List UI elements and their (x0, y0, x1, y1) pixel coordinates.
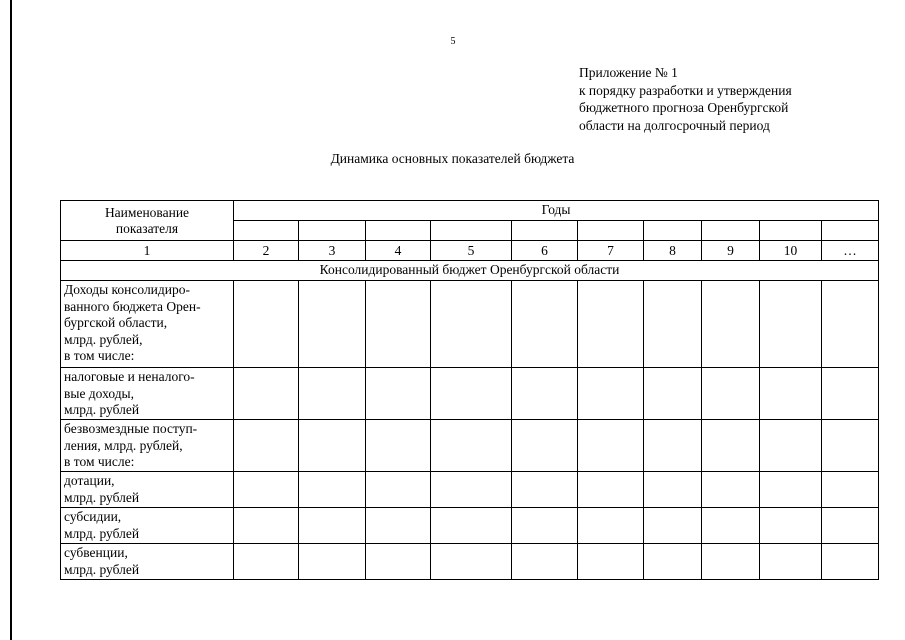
value-cell (822, 281, 879, 368)
value-cell (431, 472, 512, 508)
appendix-note (579, 64, 879, 134)
value-cell (822, 472, 879, 508)
page-number: 5 (450, 36, 456, 47)
indicator-line: млрд. рублей (64, 525, 140, 541)
value-cell (299, 472, 366, 508)
value-cell (299, 544, 366, 580)
year-cell (760, 221, 822, 241)
value-cell (644, 544, 702, 580)
value-cell (644, 368, 702, 420)
value-cell (644, 281, 702, 368)
value-cell (760, 420, 822, 472)
column-number: 5 (431, 241, 512, 261)
appendix-line: области на долгосрочный период (579, 117, 770, 133)
value-cell (512, 368, 578, 420)
value-cell (234, 420, 299, 472)
value-cell (760, 544, 822, 580)
indicator-line: субсидии, (64, 509, 122, 524)
value-cell (431, 368, 512, 420)
section-title: Консолидированный бюджет Оренбургской области (61, 261, 879, 281)
value-cell (578, 508, 644, 544)
value-cell (822, 420, 879, 472)
indicator-line: млрд. рублей (64, 402, 140, 417)
indicator-cell (61, 281, 234, 368)
indicator-line: бургской области, (64, 315, 168, 330)
value-cell (578, 544, 644, 580)
value-cell (578, 472, 644, 508)
column-number: 9 (702, 241, 760, 261)
indicator-line: вые доходы, (64, 385, 135, 401)
indicator-line: млрд. рублей, (64, 331, 143, 347)
value-cell (299, 508, 366, 544)
appendix-line: Приложение № 1 (579, 65, 678, 80)
value-cell (578, 368, 644, 420)
value-cell (299, 420, 366, 472)
year-cell (822, 221, 879, 241)
value-cell (702, 420, 760, 472)
value-cell (512, 420, 578, 472)
value-cell (702, 508, 760, 544)
header-line: показателя (115, 220, 179, 236)
year-cell (234, 221, 299, 241)
indicator-line: ванного бюджета Орен- (64, 298, 201, 314)
value-cell (512, 281, 578, 368)
value-cell (234, 368, 299, 420)
column-number: 4 (366, 241, 431, 261)
value-cell (578, 281, 644, 368)
indicator-cell (61, 420, 234, 472)
indicator-cell (61, 544, 234, 580)
year-cell (299, 221, 366, 241)
value-cell (644, 508, 702, 544)
value-cell (366, 281, 431, 368)
value-cell (822, 368, 879, 420)
value-cell (366, 472, 431, 508)
column-number: … (822, 241, 879, 261)
year-cell (578, 221, 644, 241)
value-cell (366, 368, 431, 420)
value-cell (760, 281, 822, 368)
indicator-line: млрд. рублей (64, 489, 140, 505)
document-title: Динамика основных показателей бюджета (330, 151, 575, 166)
value-cell (644, 472, 702, 508)
appendix-line: бюджетного прогноза Оренбургской (579, 100, 789, 115)
year-cell (366, 221, 431, 241)
indicator-line: субвенции, (64, 545, 128, 560)
value-cell (512, 544, 578, 580)
value-cell (760, 368, 822, 420)
budget-indicators-table (60, 200, 879, 580)
value-cell (234, 508, 299, 544)
value-cell (366, 508, 431, 544)
indicator-line: в том числе: (64, 348, 135, 363)
year-cell (702, 221, 760, 241)
value-cell (512, 472, 578, 508)
left-margin-rule (10, 0, 12, 640)
value-cell (702, 472, 760, 508)
year-cell (644, 221, 702, 241)
indicator-cell (61, 368, 234, 420)
value-cell (234, 281, 299, 368)
indicator-name-header (61, 201, 234, 241)
column-number: 1 (61, 241, 234, 261)
column-number: 7 (578, 241, 644, 261)
value-cell (234, 472, 299, 508)
indicator-cell (61, 508, 234, 544)
value-cell (512, 508, 578, 544)
value-cell (366, 544, 431, 580)
header-line: Наименование (104, 204, 190, 220)
value-cell (431, 281, 512, 368)
column-number: 2 (234, 241, 299, 261)
column-number: 3 (299, 241, 366, 261)
indicator-line: млрд. рублей (64, 561, 140, 577)
value-cell (366, 420, 431, 472)
value-cell (702, 544, 760, 580)
indicator-line: ления, млрд. рублей, (64, 437, 183, 453)
year-cell (512, 221, 578, 241)
value-cell (702, 368, 760, 420)
value-cell (578, 420, 644, 472)
indicator-line: дотации, (64, 473, 115, 488)
value-cell (299, 281, 366, 368)
value-cell (431, 420, 512, 472)
value-cell (822, 508, 879, 544)
appendix-line: к порядку разработки и утверждения (579, 82, 792, 98)
value-cell (431, 544, 512, 580)
indicator-line: Доходы консолидиро- (64, 282, 190, 297)
year-cell (431, 221, 512, 241)
value-cell (822, 544, 879, 580)
indicator-line: в том числе: (64, 454, 135, 469)
value-cell (702, 281, 760, 368)
value-cell (760, 472, 822, 508)
column-number: 6 (512, 241, 578, 261)
value-cell (299, 368, 366, 420)
value-cell (760, 508, 822, 544)
years-header: Годы (234, 201, 879, 221)
column-number: 10 (760, 241, 822, 261)
indicator-cell (61, 472, 234, 508)
value-cell (431, 508, 512, 544)
value-cell (644, 420, 702, 472)
indicator-line: налоговые и неналого- (64, 369, 195, 384)
column-number: 8 (644, 241, 702, 261)
value-cell (234, 544, 299, 580)
indicator-line: безвозмездные поступ- (64, 421, 198, 436)
